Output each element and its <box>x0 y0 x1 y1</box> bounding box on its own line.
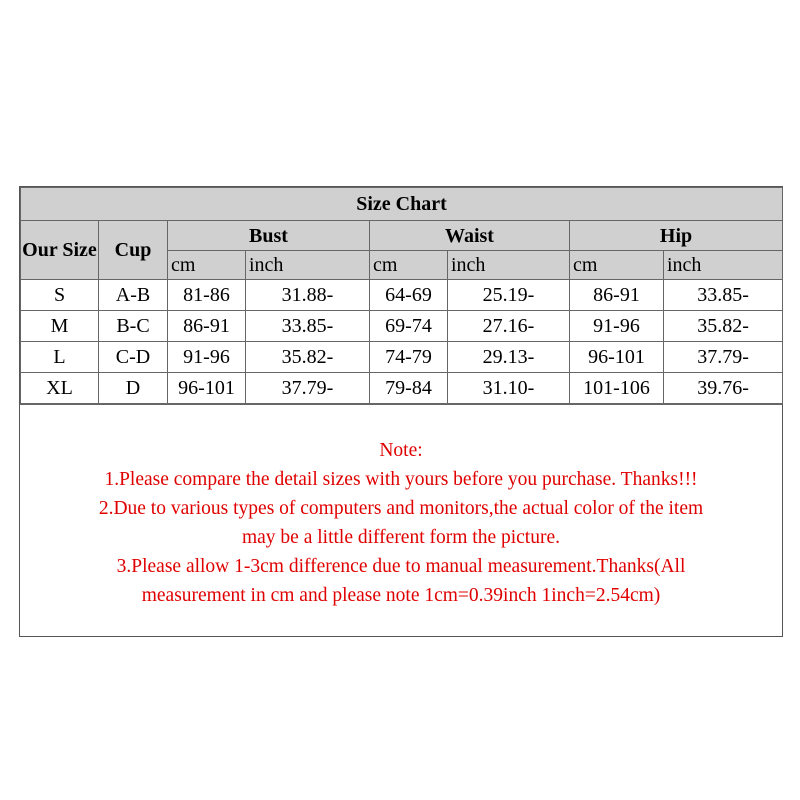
table-row <box>21 280 783 311</box>
hip-inch-cell: 39.76- <box>664 373 783 404</box>
waist-header: Waist <box>370 221 570 251</box>
bust-cm-cell: 86-91 <box>168 311 246 342</box>
hip-cm-cell: 91-96 <box>570 311 664 342</box>
size-cell: L <box>21 342 99 373</box>
cup-cell: A-B <box>99 280 168 311</box>
hip-header: Hip <box>570 221 783 251</box>
bust-inch-cell: 37.79- <box>246 373 370 404</box>
size-cell: S <box>21 280 99 311</box>
bust-cm-cell: 91-96 <box>168 342 246 373</box>
size-cell: XL <box>21 373 99 404</box>
note-line-3: 3.Please allow 1-3cm difference due to manual measurement.Thanks(All measurement in cm and please note 1cm=0.39inch 1inch=2.54cm) <box>116 556 686 606</box>
note-line-2: 2.Due to various types of computers and monitors,the actual color of the item may be a little different form the picture. <box>98 498 704 548</box>
table-row <box>21 373 783 404</box>
bust-cm-cell: 96-101 <box>168 373 246 404</box>
waist-cm-cell: 74-79 <box>370 342 448 373</box>
cup-header: Cup <box>99 221 168 280</box>
waist-inch-cell: 27.16- <box>448 311 570 342</box>
size-cell: M <box>21 311 99 342</box>
chart-title: Size Chart <box>21 188 783 221</box>
bust-header: Bust <box>168 221 370 251</box>
bust-cm-header: cm <box>168 251 246 280</box>
waist-inch-cell: 29.13- <box>448 342 570 373</box>
waist-cm-header: cm <box>370 251 448 280</box>
note-heading: Note: <box>379 440 423 461</box>
waist-cm-cell: 69-74 <box>370 311 448 342</box>
waist-inch-cell: 25.19- <box>448 280 570 311</box>
cup-cell: C-D <box>99 342 168 373</box>
note-section <box>20 404 782 636</box>
hip-inch-cell: 33.85- <box>664 280 783 311</box>
bust-inch-cell: 33.85- <box>246 311 370 342</box>
hip-cm-cell: 101-106 <box>570 373 664 404</box>
table-row <box>21 342 783 373</box>
table-row <box>21 311 783 342</box>
waist-inch-header: inch <box>448 251 570 280</box>
waist-inch-cell: 31.10- <box>448 373 570 404</box>
hip-cm-cell: 96-101 <box>570 342 664 373</box>
hip-cm-cell: 86-91 <box>570 280 664 311</box>
note-line-1: 1.Please compare the detail sizes with yours before you purchase. Thanks!!! <box>104 469 698 490</box>
bust-cm-cell: 81-86 <box>168 280 246 311</box>
bust-inch-cell: 31.88- <box>246 280 370 311</box>
cup-cell: B-C <box>99 311 168 342</box>
size-table <box>20 187 783 404</box>
cup-cell: D <box>99 373 168 404</box>
hip-inch-cell: 37.79- <box>664 342 783 373</box>
bust-inch-header: inch <box>246 251 370 280</box>
hip-cm-header: cm <box>570 251 664 280</box>
size-chart <box>19 186 783 637</box>
waist-cm-cell: 64-69 <box>370 280 448 311</box>
bust-inch-cell: 35.82- <box>246 342 370 373</box>
hip-inch-header: inch <box>664 251 783 280</box>
hip-inch-cell: 35.82- <box>664 311 783 342</box>
waist-cm-cell: 79-84 <box>370 373 448 404</box>
our-size-header: Our Size <box>21 221 99 280</box>
